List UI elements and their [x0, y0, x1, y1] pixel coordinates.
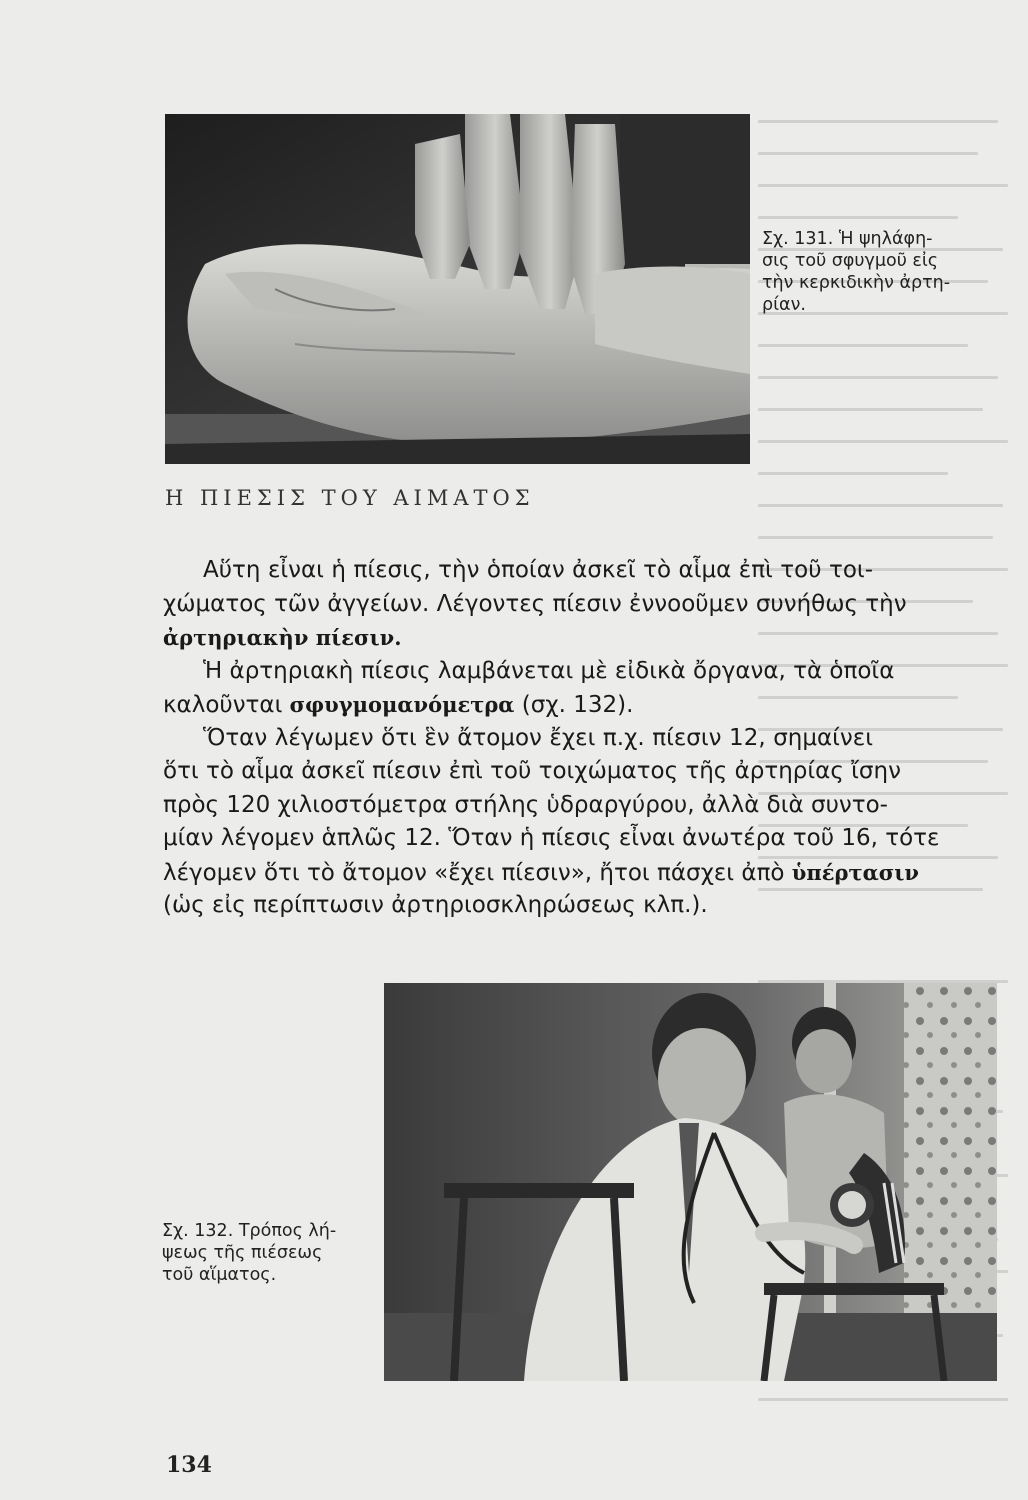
section-heading: Η ΠΙΕΣΙΣ ΤΟΥ ΑΙΜΑΤΟΣ	[165, 486, 535, 510]
paragraph-1-line-2: χώματος τῶν ἀγγείων. Λέγοντες πίεσιν ἐννοοῦμεν συνήθως τὴν	[163, 590, 907, 617]
caption-line: τὴν κερκιδικὴν ἀρτη-	[762, 273, 951, 293]
paragraph-3-line-6: (ὡς εἰς περίπτωσιν ἀρτηριοσκληρώσεως κλπ.).	[163, 892, 708, 918]
paragraph-2-line-1: Ἡ ἀρτηριακὴ πίεσις λαμβάνεται μὲ εἰδικὰ ὄργανα, τὰ ὁποῖα	[203, 657, 895, 684]
caption-line: Σχ. 132. Τρόπος λή-	[162, 1221, 337, 1241]
pulse-palpation-illustration	[165, 114, 750, 464]
paragraph-3-line-3: πρὸς 120 χιλιοστόμετρα στήλης ὑδραργύρου, ἀλλὰ διὰ συντο-	[163, 791, 888, 818]
caption-line: σις τοῦ σφυγμοῦ εἰς	[762, 251, 939, 271]
caption-line: τοῦ αἵματος.	[162, 1265, 277, 1285]
blood-pressure-measurement-illustration	[384, 983, 997, 1381]
figure-132-caption	[162, 1220, 336, 1286]
paragraph-1-line-1: Αὕτη εἶναι ἡ πίεσις, τὴν ὁποίαν ἀσκεῖ τὸ αἷμα ἐπὶ τοῦ τοι-	[203, 557, 873, 583]
paragraph-3-line-2: ὅτι τὸ αἷμα ἀσκεῖ πίεσιν ἐπὶ τοῦ τοιχώματος τῆς ἀρτηρίας ἴσην	[163, 758, 901, 784]
figure-132-photo	[384, 983, 997, 1381]
caption-line: Σχ. 131. Ἡ ψηλάφη-	[762, 229, 933, 249]
page-number: 134	[166, 1452, 212, 1478]
bold-term-arterial-pressure: ἀρτηριακὴν πίεσιν.	[163, 625, 402, 650]
text-run: (σχ. 132).	[514, 692, 634, 718]
paragraph-2-line-2	[163, 688, 873, 722]
paragraph-1-line-3	[163, 621, 873, 655]
caption-line: ρίαν.	[762, 295, 806, 315]
paragraph-3-line-1: Ὅταν λέγωμεν ὅτι ἓν ἄτομον ἔχει π.χ. πίεσιν 12, σημαίνει	[203, 724, 873, 751]
caption-line: ψεως τῆς πιέσεως	[162, 1243, 323, 1263]
text-run: λέγομεν ὅτι τὸ ἄτομον «ἔχει πίεσιν», ἤτοι πάσχει ἀπὸ	[163, 859, 792, 886]
body-text	[163, 554, 940, 923]
figure-131-caption	[762, 228, 950, 316]
paragraph-3-line-4: μίαν λέγομεν ἁπλῶς 12. Ὅταν ἡ πίεσις εἶναι ἀνωτέρα τοῦ 16, τότε	[163, 825, 940, 851]
paragraph-3-line-5	[163, 856, 919, 890]
bold-term-sphygmomanometer: σφυγμομανόμετρα	[289, 692, 515, 717]
figure-131-photo	[165, 114, 750, 464]
text-run: καλοῦνται	[163, 692, 290, 718]
bold-term-hypertension: ὑπέρτασιν	[791, 859, 919, 885]
